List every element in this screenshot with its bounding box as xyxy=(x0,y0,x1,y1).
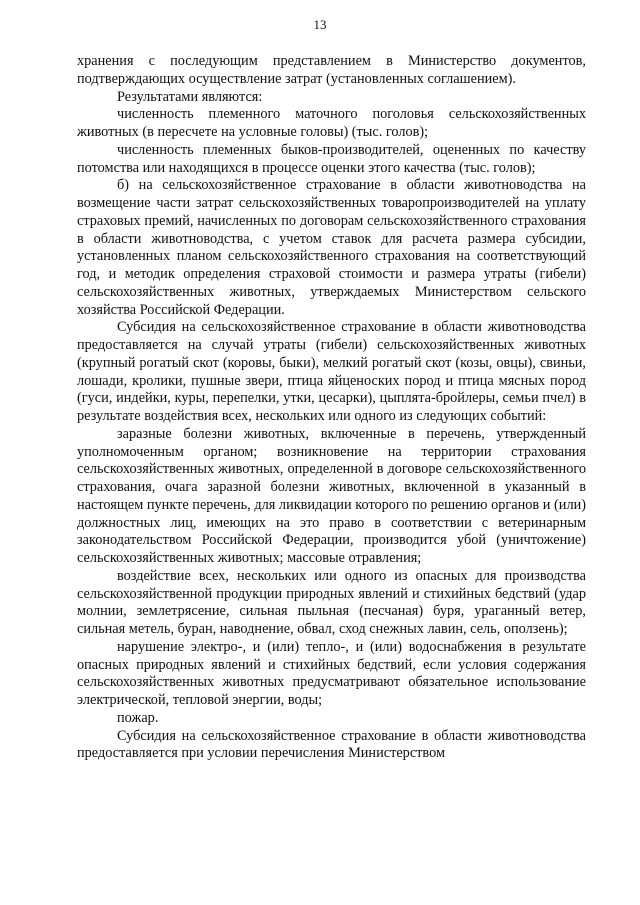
paragraph-results-intro: Результатами являются: xyxy=(117,88,263,105)
paragraph-event-natural-disasters: воздействие всех, нескольких или одного из опасных для производства сельскохозяйственной продукции природных явлений и стихийных бедствий (удар молнии, землетрясение, сильная пыльная (песчаная) буря, ураганный ветер, сильная метель, буран, наводнение, обвал, сход снежных лавин, сель, оползень); xyxy=(77,567,586,637)
paragraph-insurance-coverage: Субсидия на сельскохозяйственное страхование в области животноводства предоставляется на случай утраты (гибели) сельскохозяйственных животных (крупный рогатый скот (коровы, быки), мелкий рогатый скот (козы, овцы), свиньи, лошади, кролики, пушные звери, птица яйценоских пород и птица мясных пород (гуси, индейки, куры, перепелки, утки, цесарки), цыплята-бройлеры, семьи пчел) в результате воздействия всех, нескольких или одного из следующих событий: xyxy=(77,319,586,424)
paragraph-result-breeding-stock: численность племенного маточного поголовья сельскохозяйственных животных (в пересчете на условные головы) (тыс. голов); xyxy=(77,106,586,140)
paragraph-insurance-purpose: б) на сельскохозяйственное страхование в области животноводства на возмещение части затрат сельскохозяйственных товаропроизводителей на уплату страховых премий, начисленных по договорам сельскохозяйственного страхования в области животноводства, с учетом ставок для расчета размера субсидии, установленных планом сельскохозяйственного страхования на соответствующий год, и методик определения страховой стоимости и размера утраты (гибели) сельскохозяйственных животных, утверждаемых Министерством сельского хозяйства Российской Федерации. xyxy=(77,177,586,318)
page-number: 13 xyxy=(313,17,327,32)
paragraph-reporting-documents: хранения с последующим представлением в Министерство документов, подтверждающих осуществление затрат (установленных соглашением). xyxy=(77,53,586,87)
paragraph-subsidy-condition: Субсидия на сельскохозяйственное страхование в области животноводства предоставляется при условии перечисления Министерством xyxy=(77,727,586,762)
paragraph-event-fire: пожар. xyxy=(117,709,159,726)
paragraph-result-breeding-bulls: численность племенных быков-производителей, оцененных по качеству потомства или находящихся в процессе оценки этого качества (тыс. голов); xyxy=(77,141,586,176)
paragraph-event-utility-disruption: нарушение электро-, и (или) тепло-, и (или) водоснабжения в результате опасных природных явлений и стихийных бедствий, если условия содержания сельскохозяйственных животных предусматривают обязательное использование электрической, тепловой энергии, воды; xyxy=(77,638,586,708)
document-body xyxy=(77,53,586,763)
paragraph-event-diseases: заразные болезни животных, включенные в перечень, утвержденный уполномоченным органом; возникновение на территории страхования сельскохозяйственных животных, определенной в договоре сельскохозяйственного страхования, очага заразной болезни животных, включенной в указанный в настоящем пункте перечень, для ликвидации которого по решению органов и (или) должностных лиц, имеющих на это право в соответствии с ветеринарным законодательством Российской Федерации, производится убой (уничтожение) сельскохозяйственных животных; массовые отравления; xyxy=(77,425,586,566)
